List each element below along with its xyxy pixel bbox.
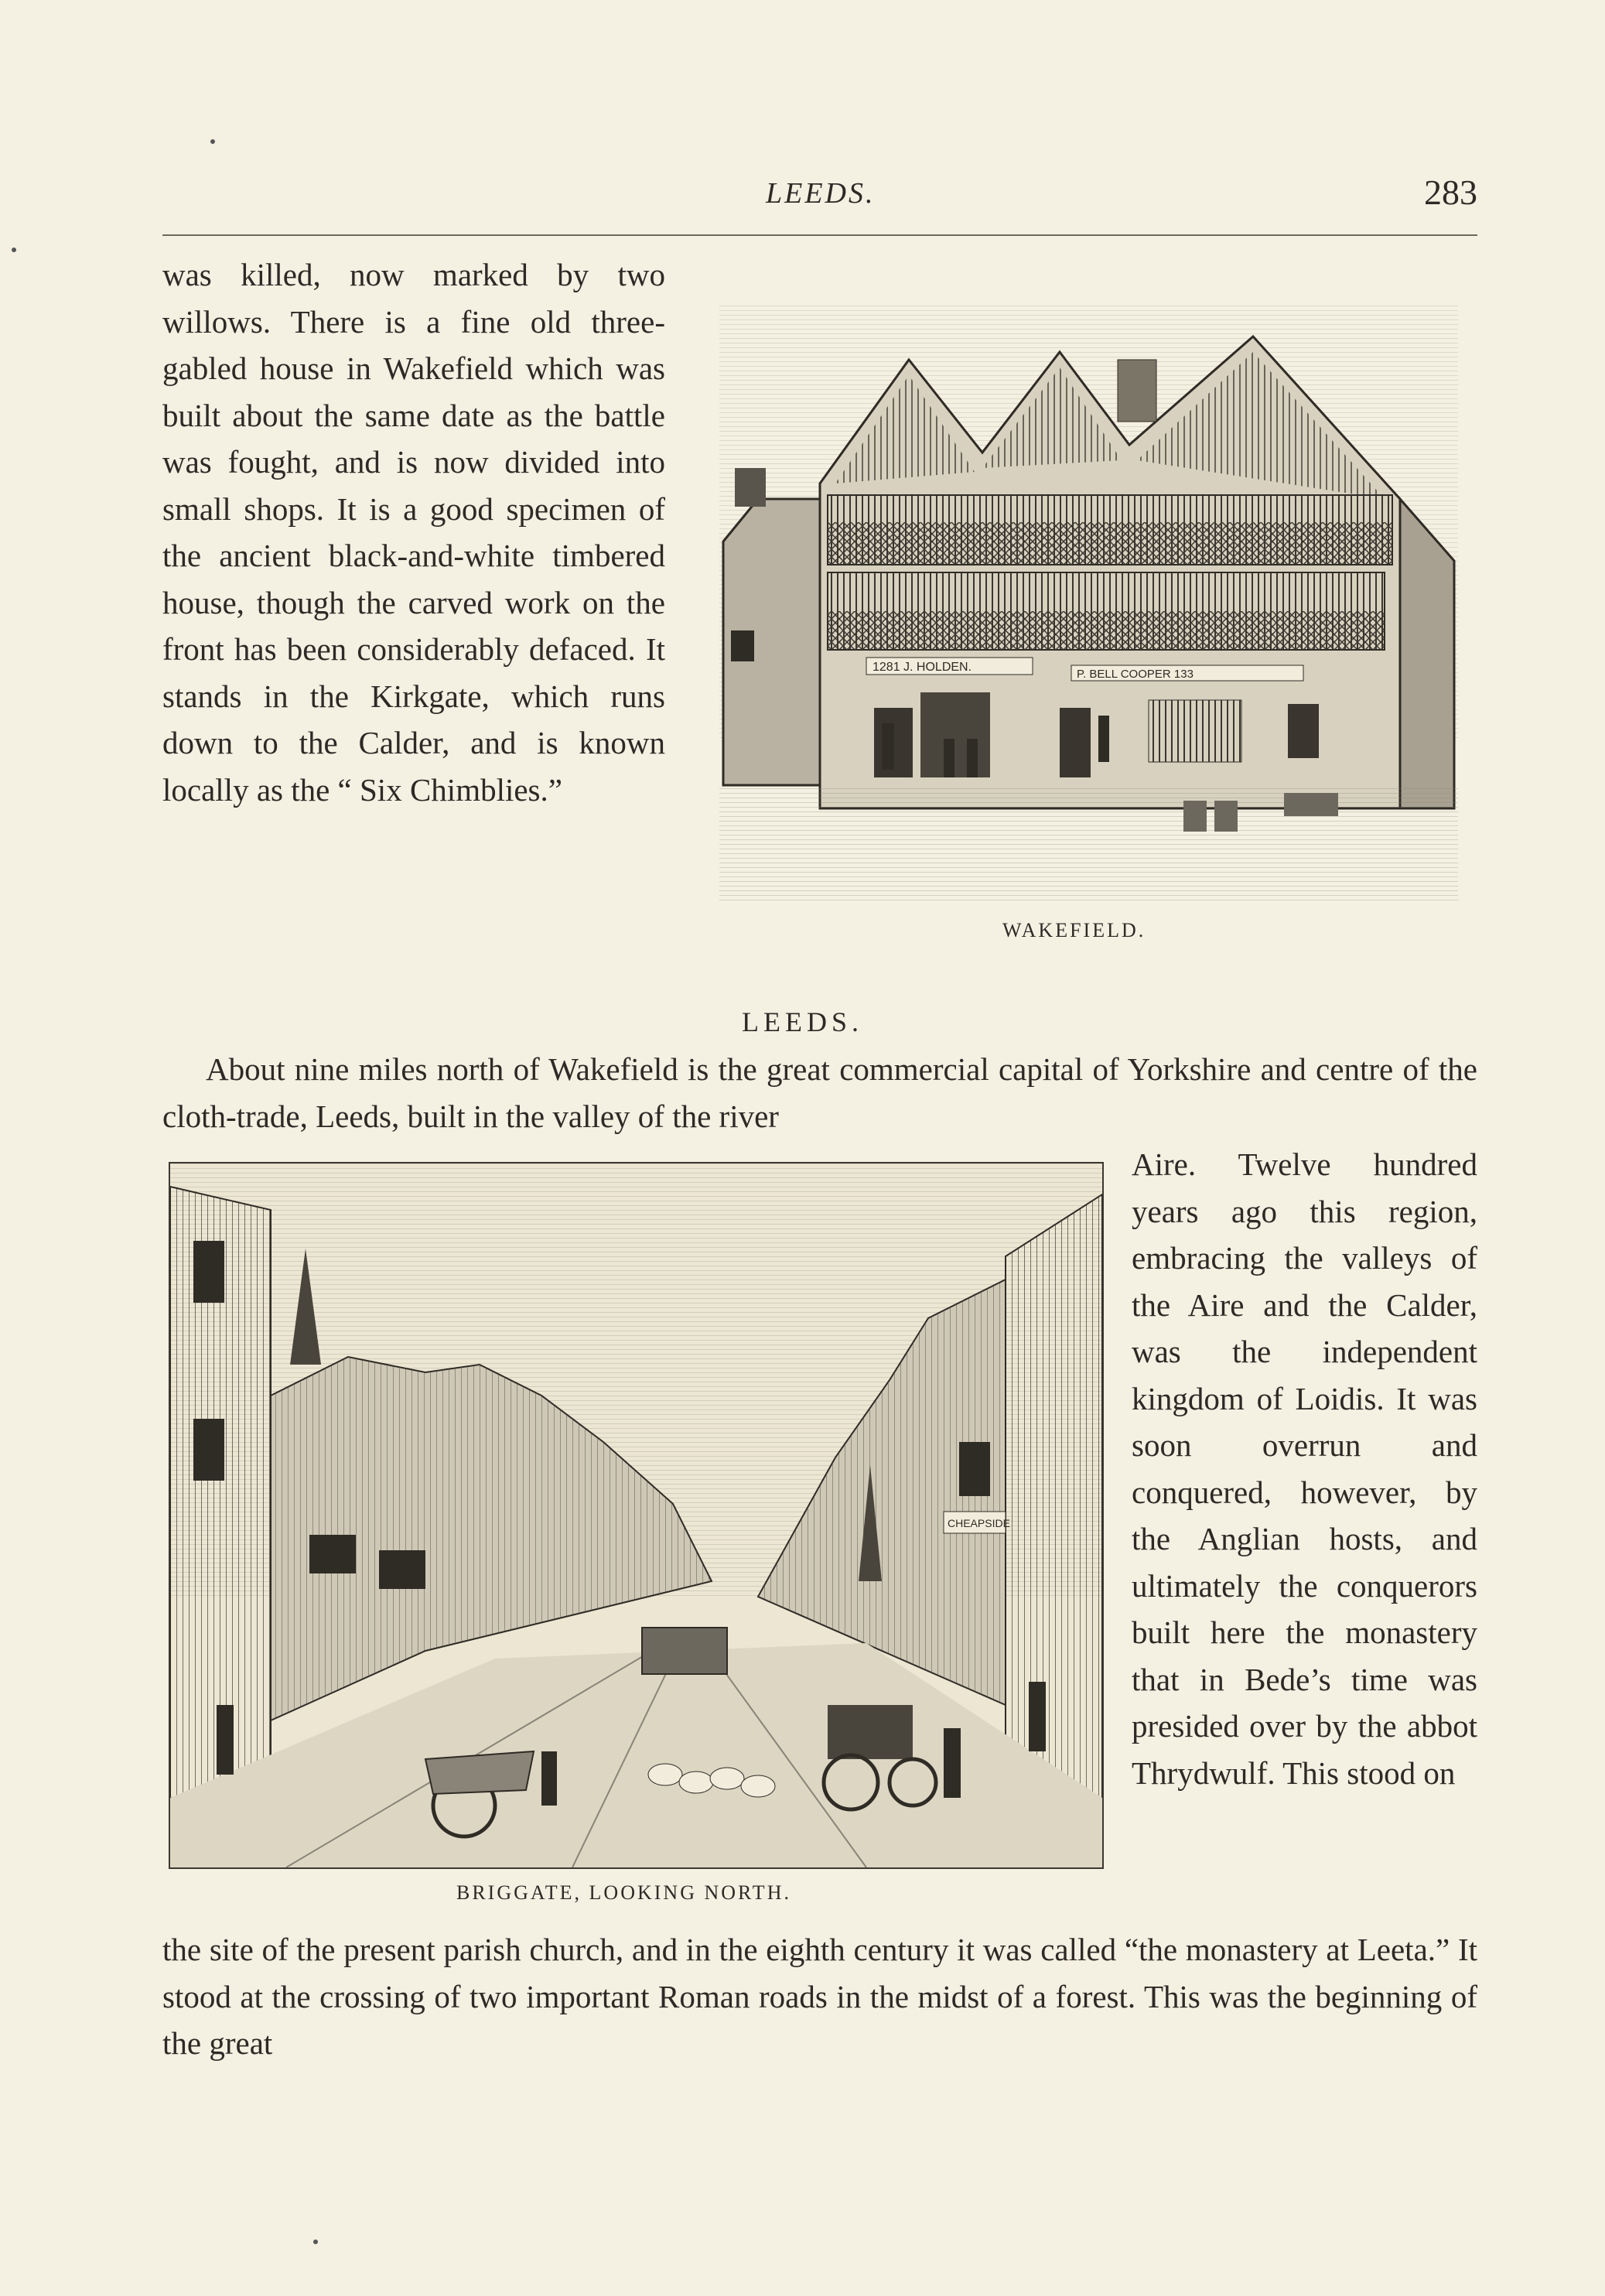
bottom-paragraph: the site of the present parish church, and in the eighth century it was called “the monastery at Leeta.” It stood at the crossing of two important Roman roads in the midst of a forest. This was the beginning of the great xyxy=(162,1932,1477,2061)
running-head xyxy=(162,173,1477,223)
header-rule xyxy=(162,234,1477,236)
sign-holden: 1281 J. HOLDEN. xyxy=(873,661,972,674)
briggate-caption: BRIGGATE, LOOKING NORTH. xyxy=(456,1881,791,1904)
page-speck xyxy=(210,139,215,144)
page-speck xyxy=(313,2240,318,2244)
running-title: LEEDS. xyxy=(766,177,876,210)
section-heading-leeds: LEEDS. xyxy=(742,1006,863,1037)
briggate-illustration xyxy=(169,1162,1104,1869)
right-column-paragraph: Aire. Twelve hundred years ago this region, embracing the valleys of the Aire and the Calder, was the independent kingdom of Loidis. It was soon overrun and conquered, however, by the Anglian hosts, and ultimately the conquerors built here the monastery that in Bede’s time was presided over by the abbot Thrydwulf. This stood on xyxy=(1132,1146,1477,1791)
sign-cheapside: CHEAPSIDE xyxy=(948,1517,1010,1529)
sign-bell: P. BELL COOPER 133 xyxy=(1077,668,1194,681)
wakefield-caption: WAKEFIELD. xyxy=(1002,919,1146,941)
page-number: 283 xyxy=(1424,173,1477,212)
wakefield-illustration xyxy=(719,306,1458,901)
page-speck xyxy=(12,248,16,252)
intro-paragraph: About nine miles north of Wakefield is the great commercial capital of Yorkshire and centre of the cloth-trade, Leeds, built in the valley of the river xyxy=(162,1051,1477,1134)
left-column-paragraph: was killed, now marked by two willows. There is a fine old three-gabled house in Wakefield which was built about the same date as the battle was fought, and is now divided into small shops. It is a good specimen of the ancient black-and-white timbered house, though the carved work on the front has been considerably defaced. It stands in the Kirkgate, which runs down to the Calder, and is known locally as the “ Six Chimblies.” xyxy=(162,257,665,808)
